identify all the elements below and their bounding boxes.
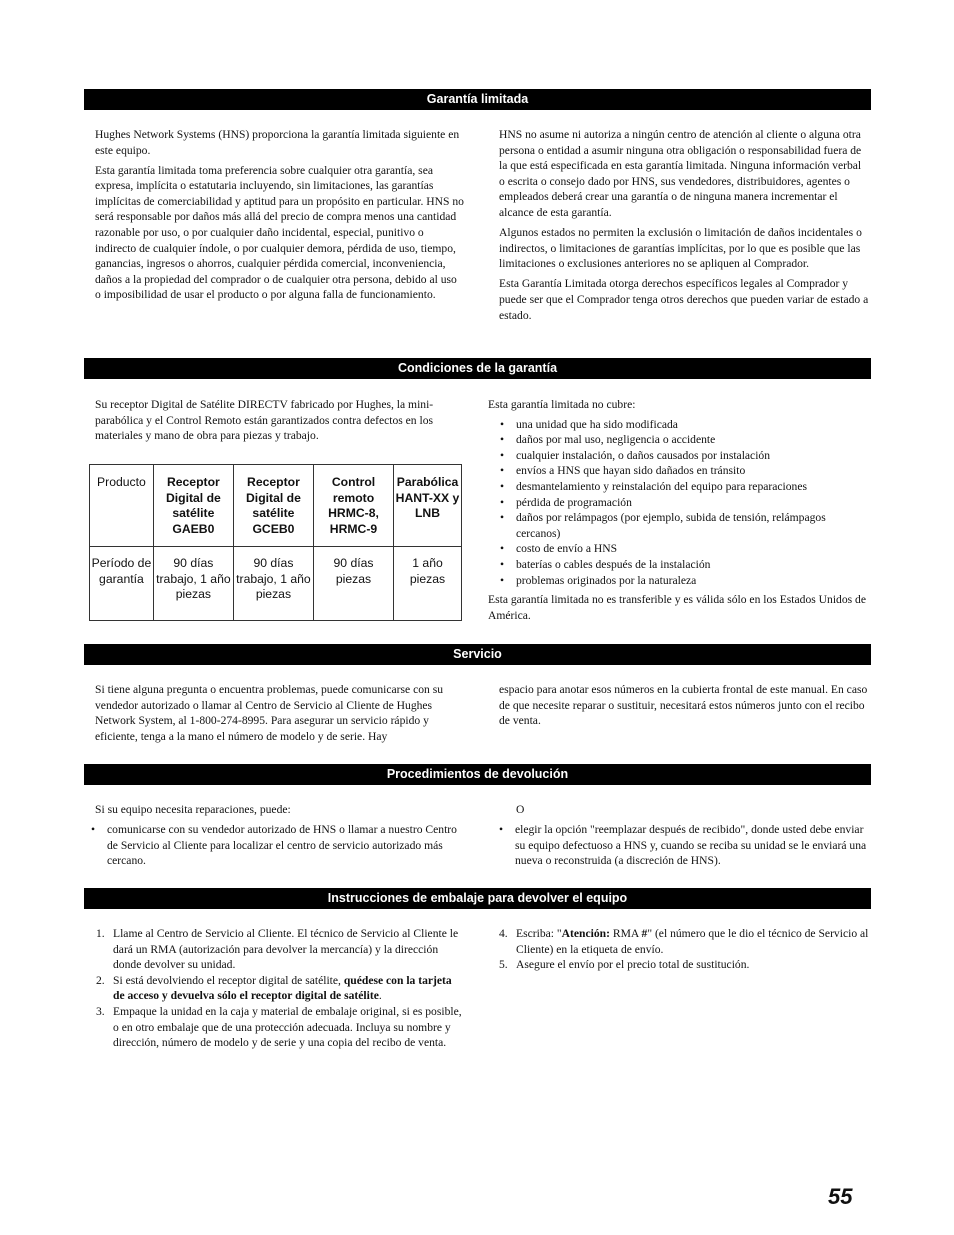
table-cell: Receptor Digital de satélite GAEB0 — [153, 465, 233, 547]
warranty-table — [89, 464, 462, 621]
page-number: 55 — [828, 1184, 853, 1209]
list-item — [85, 973, 465, 1004]
paragraph: Esta garantía limitada no es transferible y es válida sólo en los Estados Unidos de América. — [488, 593, 866, 622]
service-left-column — [95, 682, 465, 749]
paragraph: Si su equipo necesita reparaciones, puede: — [95, 803, 291, 816]
warranty-right-column — [499, 127, 869, 328]
list-item: • daños por relámpagos (por ejemplo, subida de tensión, relámpagos cercanos) — [488, 510, 870, 541]
packing-right-column — [488, 926, 871, 973]
section-header-warranty: Garantía limitada — [84, 89, 871, 110]
not-covered-list — [488, 417, 870, 589]
step-text: Empaque la unidad en la caja y material de embalaje original, si es posible, o en otro embalaje que de una protección adecuada. Incluya su nombre y dirección, número de modelo y de serie y una copia del recibo de venta. — [113, 1004, 462, 1050]
list-item: • cualquier instalación, o daños causados por instalación — [488, 448, 870, 464]
step-text: Si está devolviendo el receptor digital de satélite, — [113, 973, 344, 987]
list-item: • desmantelamiento y reinstalación del equipo para reparaciones — [488, 479, 870, 495]
returns-right-list — [487, 822, 871, 869]
table-cell: 1 año piezas — [394, 547, 462, 621]
table-row — [90, 465, 462, 547]
returns-left-list — [79, 822, 465, 869]
paragraph: Hughes Network Systems (HNS) proporciona la garantía limitada siguiente en este equipo. — [95, 128, 460, 157]
step-text: Escriba: " — [516, 927, 562, 940]
list-item: • comunicarse con su vendedor autorizado de HNS o llamar a nuestro Centro de Servicio al Cliente para localizar el centro de servicio autorizado más cercano. — [79, 822, 465, 869]
packing-left-column — [85, 926, 465, 1051]
returns-right-column — [499, 802, 871, 869]
table-cell: Parabólica HANT-XX y LNB — [394, 465, 462, 547]
list-item: • problemas originados por la naturaleza — [488, 573, 870, 589]
table-cell: 90 días trabajo, 1 año piezas — [233, 547, 313, 621]
step-number: 2. — [96, 973, 105, 987]
paragraph: Esta Garantía Limitada otorga derechos específicos legales al Comprador y puede ser que el Comprador tenga otros derechos que pueden variar de estado a estado. — [499, 277, 869, 322]
warranty-left-column — [95, 127, 465, 308]
section-header-service: Servicio — [84, 644, 871, 665]
packing-steps-list — [85, 926, 465, 1051]
conditions-intro — [95, 397, 467, 448]
paragraph: Esta garantía limitada no cubre: — [488, 398, 636, 411]
step-number: 5. — [499, 958, 508, 972]
table-row-header: Producto — [90, 465, 154, 547]
list-item: • pérdida de programación — [488, 495, 870, 511]
step-text: Llame al Centro de Servicio al Cliente. El técnico de Servicio al Cliente le dará un RMA (autorización para devolver la mercancía) y la dirección donde devolver su unidad. — [113, 927, 459, 972]
packing-steps-list-continued — [488, 926, 871, 973]
service-right-column — [499, 682, 871, 733]
paragraph: Si tiene alguna pregunta o encuentra problemas, puede comunicarse con su vendedor autorizado o llamar al Centro de Servicio al Cliente de Hughes Network System, al 1-800-274-8995. Para asegurar un servicio rápido y eficiente, tenga a la mano el número de modelo y de serie. Hay — [95, 683, 444, 743]
paragraph: HNS no asume ni autoriza a ningún centro de atención al cliente o alguna otra persona o entidad a asumir ninguna otra obligación o responsabilidad fuera de la que está especificada en esta garantía limitada. Ninguna información verbal o escrita o consejo dado por HNS, sus vendedores, distribuidores, agentes o empleados deberá crear una garantía o de ninguna manera incrementar el alcance de esta garantía. — [499, 128, 862, 219]
list-item: • costo de envío a HNS — [488, 541, 870, 557]
step-number: 4. — [499, 927, 508, 940]
list-item: • una unidad que ha sido modificada — [488, 417, 870, 433]
table-cell: Control remoto HRMC-8, HRMC-9 — [313, 465, 393, 547]
step-text: RMA — [609, 927, 642, 940]
table-cell: 90 días piezas — [313, 547, 393, 621]
or-separator: O — [516, 803, 525, 816]
step-text: . — [378, 989, 382, 1003]
table-row — [90, 547, 462, 621]
paragraph: Esta garantía limitada toma preferencia sobre cualquier otra garantía, sea expresa, implícita o estatutaria incluyendo, sin limitaciones, las garantías implícitas de comerciabilidad y aptitud para un propósito en particular. HNS no será responsable por daños más allá del precio de compra menos una cantidad razonable por uso, o por cualquier daño incidental, especial, punitivo o indirecto de cualquier índole, o por cualquier demora, pérdida de uso, tiempo, ganancias, ingresos o ahorros, cualquier pérdida comercial, inconveniencia, daños a la propiedad del comprador o de cualquier otra persona, debido al uso o imposibilidad de usar el producto o por alguna falla de funcionamiento. — [95, 163, 464, 302]
step-text: " (el número que le dio el técnico de Servicio al Cliente) en la etiqueta de envío. — [516, 927, 869, 956]
paragraph: Algunos estados no permiten la exclusión o limitación de daños incidentales o indirectos, o limitaciones de garantías implícitas, por lo que es posible que las limitaciones o exclusiones anteriores no se apliquen al Comprador. — [499, 226, 862, 271]
list-item — [488, 957, 871, 973]
list-item: • daños por mal uso, negligencia o accidente — [488, 432, 870, 448]
paragraph: espacio para anotar esos números en la cubierta frontal de este manual. En caso de que necesite reparar o sustituir, necesitará estos números junto con el recibo de venta. — [499, 683, 868, 728]
table-cell: 90 días trabajo, 1 año piezas — [153, 547, 233, 621]
step-emphasis: quédese con la tarjeta de acceso y devuelva sólo el receptor digital de satélite — [113, 973, 452, 1003]
list-item — [85, 926, 465, 973]
step-number: 1. — [96, 927, 105, 940]
section-header-conditions: Condiciones de la garantía — [84, 358, 871, 379]
paragraph: Su receptor Digital de Satélite DIRECTV fabricado por Hughes, la mini-parabólica y el Control Remoto están garantizados contra defectos en los materiales y mano de obra para piezas y trabajo. — [95, 398, 434, 443]
list-item — [488, 926, 871, 957]
step-emphasis: # — [641, 927, 648, 940]
returns-left-column — [95, 802, 465, 869]
list-item: • envíos a HNS que hayan sido dañados en tránsito — [488, 463, 870, 479]
list-item: • baterías o cables después de la instalación — [488, 557, 870, 573]
table-row-header: Período de garantía — [90, 547, 154, 621]
step-text: Asegure el envío por el precio total de sustitución. — [516, 958, 750, 972]
step-emphasis: Atención: — [561, 927, 610, 940]
section-header-packing: Instrucciones de embalaje para devolver el equipo — [84, 888, 871, 909]
section-header-returns: Procedimientos de devolución — [84, 764, 871, 785]
conditions-right-column — [488, 397, 870, 628]
step-number: 3. — [96, 1004, 105, 1018]
table-cell: Receptor Digital de satélite GCEB0 — [233, 465, 313, 547]
list-item — [85, 1004, 465, 1051]
list-item: • elegir la opción "reemplazar después de recibido", donde usted debe enviar su equipo defectuoso a HNS y, cuando se reciba su unidad se le enviará una nueva o reconstruida (a discreción de HNS). — [487, 822, 871, 869]
